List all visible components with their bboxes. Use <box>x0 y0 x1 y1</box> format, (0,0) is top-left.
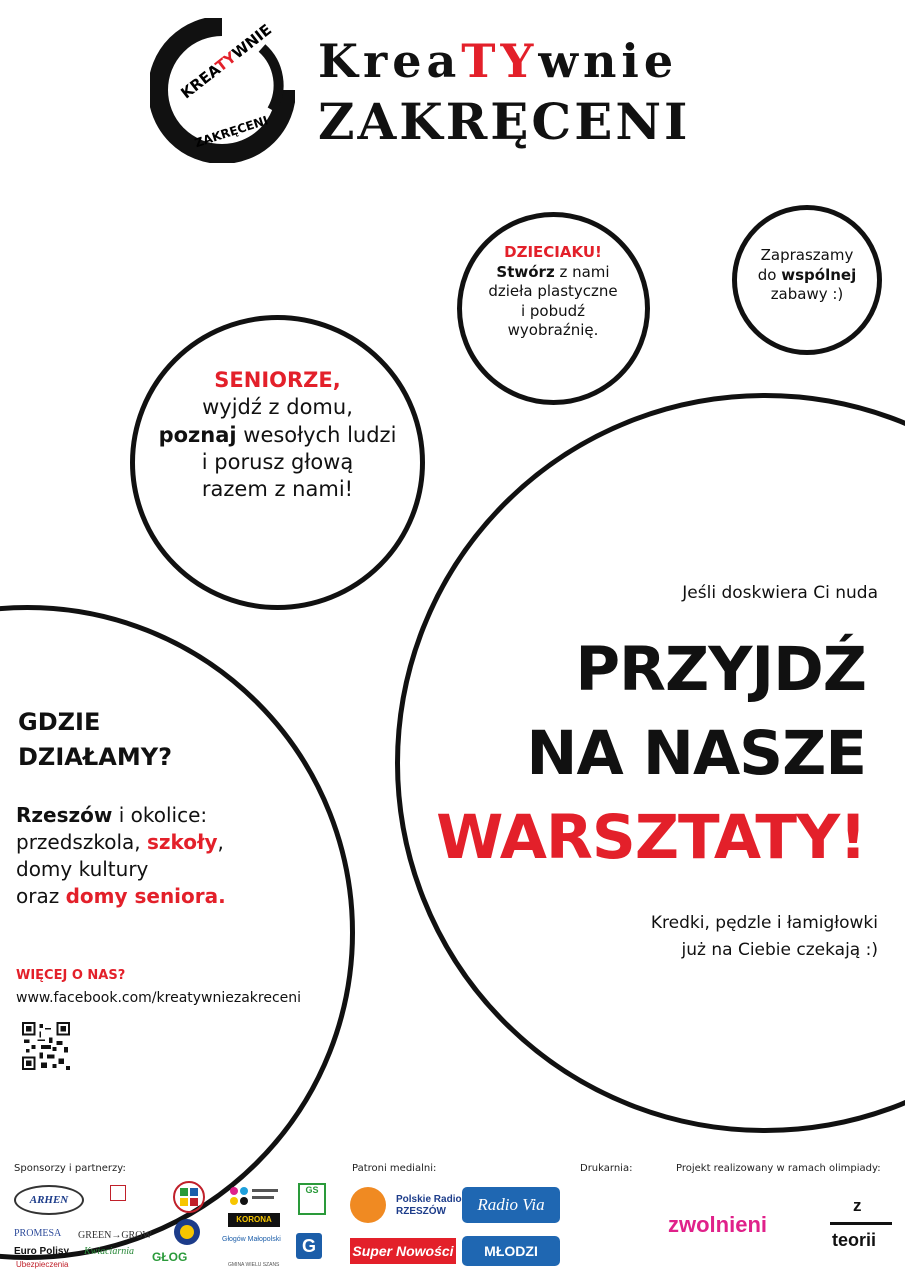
arhen-logo: ARHEN <box>14 1185 84 1215</box>
where-line1-rest: i okolice: <box>112 803 208 827</box>
seniors-line4: razem z nami! <box>201 477 354 502</box>
where-circle <box>0 605 355 1260</box>
dots-logo-icon <box>228 1185 280 1209</box>
seniors-text <box>150 367 405 503</box>
title-part-c: wnie <box>538 34 679 88</box>
kids-line4: wyobraźnię. <box>507 321 599 339</box>
gs-logo: GS <box>298 1183 326 1215</box>
gmina-logo: GMINA WIELU SZANS <box>228 1262 280 1268</box>
olympiad-logo-teorii: teorii <box>832 1230 877 1250</box>
where-line2-red: szkoły <box>146 830 218 854</box>
logo-text-top-c: WNIE <box>228 20 276 63</box>
page-title-line2: ZAKRĘCENI <box>318 92 691 151</box>
where-line4-red: domy seniora. <box>65 884 226 908</box>
where-line4 <box>16 883 346 910</box>
where-line2 <box>16 829 346 856</box>
where-line3: domy kultury <box>16 857 149 881</box>
sponsors-label: Sponsorzy i partnerzy: <box>14 1163 126 1174</box>
headline-line3: WARSZTATY! <box>436 802 866 873</box>
where-line2-post: , <box>217 830 224 854</box>
invite-line2-bold: wspólnej <box>781 265 857 284</box>
kids-line3: i pobudź <box>520 301 586 320</box>
where-heading-line2: DZIAŁAMY? <box>18 742 172 771</box>
title-part-b: TY <box>461 34 539 88</box>
polskie-radio-icon <box>350 1187 386 1223</box>
kids-text <box>468 243 638 341</box>
logo-text-top-a: KREA <box>177 61 224 103</box>
media-label: Patroni medialni: <box>352 1163 437 1174</box>
workshops-footer-text <box>520 910 878 964</box>
olympiad-logo-z: z <box>853 1196 862 1215</box>
qr-code-icon[interactable] <box>22 1022 70 1070</box>
where-line1-bold: Rzeszów <box>16 803 113 827</box>
headline <box>430 628 866 880</box>
invite-line3: zabawy :) <box>770 285 844 303</box>
seniors-line2 <box>150 422 405 449</box>
kwiaciarnia-logo: Kwiaciarnia <box>84 1246 135 1257</box>
where-line1 <box>16 802 346 829</box>
school-emblem-icon <box>172 1180 206 1214</box>
seniors-line3: i porusz głową <box>201 449 354 474</box>
logo-text-top-b: TY <box>211 48 240 76</box>
workshops-footer-line2: już na Ciebie czekają :) <box>681 940 878 961</box>
kids-line1-rest: z nami <box>554 262 610 281</box>
super-nowosci-logo: Super Nowości <box>350 1238 456 1264</box>
glogow-logo: Głogów Małopolski <box>222 1236 281 1243</box>
invite-line2 <box>742 266 872 286</box>
where-line4-pre: oraz <box>16 884 66 908</box>
kids-line1 <box>468 263 638 283</box>
print-label: Drukarnia: <box>580 1163 633 1174</box>
olympiad-logo-divider <box>830 1222 892 1225</box>
invite-line1: Zapraszamy <box>760 246 854 264</box>
headline-line2: NA NASZE <box>526 718 866 789</box>
olympiad-logo-name: zwolnieni <box>668 1212 767 1237</box>
radio-via-logo: Radio Via <box>462 1187 560 1223</box>
title-part-a: Krea <box>318 34 462 88</box>
facebook-link[interactable]: www.facebook.com/kreatywniezakreceni <box>16 990 302 1006</box>
kids-line2: dzieła plastyczne <box>488 282 618 300</box>
university-crest-icon <box>110 1185 126 1201</box>
korona-logo: KORONA <box>228 1213 280 1227</box>
workshops-footer-line1: Kredki, pędzle i łamigłowki <box>650 913 878 933</box>
page-title-line1 <box>318 34 678 88</box>
invite-text <box>742 246 872 305</box>
seniors-line2-rest: wesołych ludzi <box>236 422 397 447</box>
intro-text: Jeśli doskwiera Ci nuda <box>682 583 878 603</box>
headline-line1: PRZYJDŹ <box>575 634 866 705</box>
logo-text-bottom: ZAKRĘCENI <box>192 113 270 151</box>
seniors-line2-bold: poznaj <box>158 422 237 447</box>
sun-emblem-icon <box>172 1217 202 1247</box>
ubezpieczenia-logo: Ubezpieczenia <box>16 1260 69 1269</box>
seniors-line1: wyjdź z domu, <box>202 395 353 420</box>
mlodzi-logo: MŁODZI <box>462 1236 560 1266</box>
project-label: Projekt realizowany w ramach olimpiady: <box>676 1163 881 1174</box>
where-line2-pre: przedszkola, <box>16 830 147 854</box>
eko-glog-logo: GŁOG <box>152 1250 188 1264</box>
polskie-radio-logo: Polskie Radio RZESZÓW <box>396 1194 462 1217</box>
promesa-logo: PROMESA <box>14 1228 62 1239</box>
where-heading-line1: GDZIE <box>18 708 101 736</box>
invite-line2-pre: do <box>757 265 782 284</box>
europolisy-logo: Euro Polisy <box>14 1246 70 1257</box>
seniors-heading: SENIORZE, <box>214 368 341 392</box>
where-heading <box>18 705 318 775</box>
kids-line1-bold: Stwórz <box>496 262 555 281</box>
kids-heading: DZIECIAKU! <box>504 243 602 261</box>
logo-icon <box>150 18 295 163</box>
g-logo: G <box>296 1233 322 1259</box>
where-text <box>16 802 346 910</box>
green-grow-logo: GREEN→GROW <box>78 1230 152 1241</box>
more-label: WIĘCEJ O NAS? <box>16 968 126 983</box>
